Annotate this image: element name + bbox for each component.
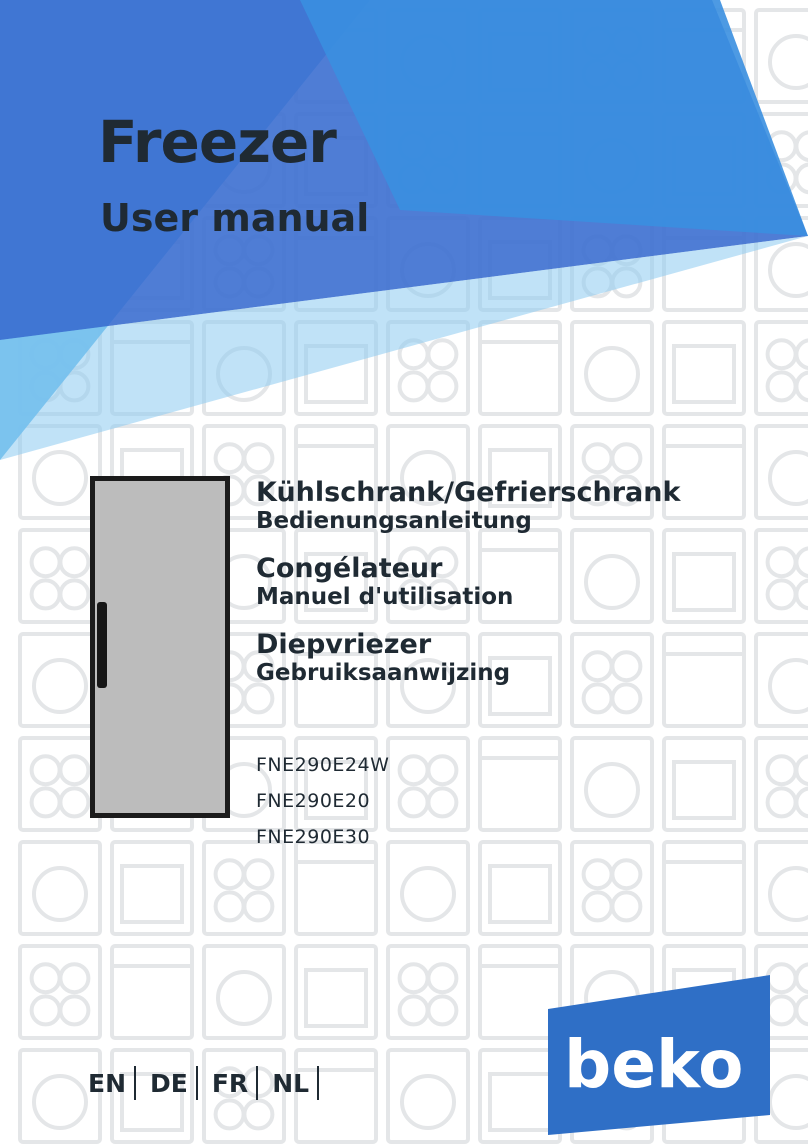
brand-name: beko (564, 1026, 744, 1103)
translation-fr (256, 554, 513, 610)
translation-title: Congélateur (256, 553, 443, 584)
language-de: DE (150, 1068, 188, 1098)
translation-de (256, 478, 680, 534)
cover-title: Freezer (98, 108, 336, 176)
freezer-handle (97, 602, 107, 688)
language-nl: NL (272, 1068, 310, 1098)
language-divider (134, 1066, 136, 1100)
model-number: FNE290E30 (256, 826, 371, 848)
translation-title: Kühlschrank/Gefrierschrank (256, 477, 681, 508)
translation-title: Diepvriezer (256, 629, 432, 660)
language-divider (196, 1066, 198, 1100)
language-list (88, 1066, 333, 1100)
model-number: FNE290E20 (256, 790, 371, 812)
beko-logo (548, 975, 770, 1135)
translation-subtitle: Gebruiksaanwijzing (256, 660, 511, 686)
language-divider (317, 1066, 319, 1100)
cover-subtitle: User manual (100, 196, 370, 240)
translation-subtitle: Manuel d'utilisation (256, 584, 514, 610)
language-fr: FR (211, 1068, 249, 1098)
freezer-icon (90, 476, 230, 818)
model-number: FNE290E24W (256, 754, 390, 776)
translation-nl (256, 630, 510, 686)
language-en: EN (88, 1068, 127, 1098)
language-divider (256, 1066, 258, 1100)
translation-subtitle: Bedienungsanleitung (256, 508, 532, 534)
